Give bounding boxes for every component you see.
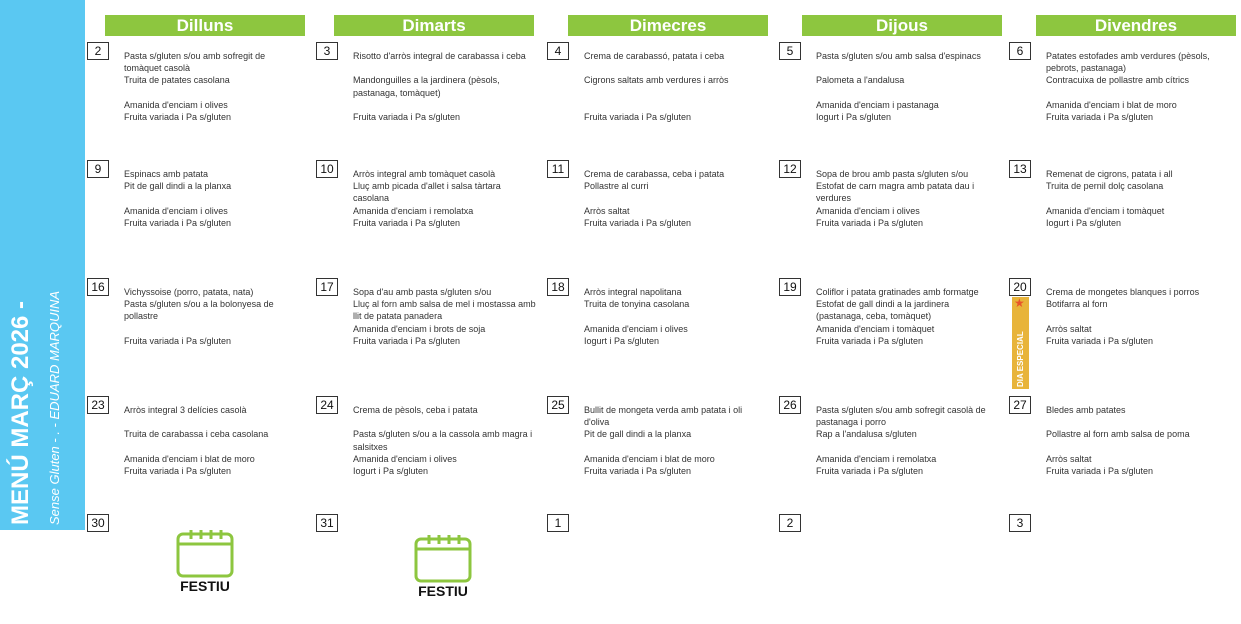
menu-items (353, 50, 543, 123)
menu-line: Fruita variada i Pa s/gluten (353, 335, 461, 346)
menu-line: tomàquet casolà (124, 63, 191, 74)
menu-line: Iogurt i Pa s/gluten (816, 111, 892, 122)
menu-line: Crema de mongetes blanques i porros (1046, 287, 1200, 297)
menu-items (124, 286, 314, 347)
day-number: 12 (779, 160, 801, 178)
menu-line: Amanida d'enciam i blat de moro (124, 453, 255, 464)
menu-line: Amanida d'enciam i olives (353, 453, 457, 464)
menu-line: d'oliva (584, 417, 610, 428)
menu-line: Sopa d'au amb pasta s/gluten s/ou (353, 287, 492, 297)
menu-line: Amanida d'enciam i pastanaga (816, 99, 939, 110)
menu-line: Bledes amb patates (1046, 405, 1126, 415)
menu-line: Amanida d'enciam i olives (124, 205, 228, 216)
day-cell (1009, 278, 1234, 388)
day-number: 13 (1009, 160, 1031, 178)
menu-line: Risotto d'arròs integral de carabassa i ceba (353, 51, 526, 61)
menu-line: Fruita variada i Pa s/gluten (816, 217, 924, 228)
day-number: 11 (547, 160, 569, 178)
menu-line: Crema de carabassó, patata i ceba (584, 51, 725, 61)
menu-line: Amanida d'enciam i remolatxa (816, 453, 937, 464)
menu-line: Palometa a l'andalusa (816, 75, 905, 86)
day-number: 2 (87, 42, 109, 60)
menu-line (353, 416, 543, 428)
menu-line: Coliflor i patata gratinades amb formatge (816, 287, 979, 297)
menu-line: Fruita variada i Pa s/gluten (584, 466, 692, 476)
day-number: 16 (87, 278, 109, 296)
day-number: 26 (779, 396, 801, 414)
menu-items (816, 404, 1006, 477)
menu-items (816, 50, 1006, 123)
day-cell (316, 160, 541, 270)
menu-items (1046, 168, 1236, 229)
special-day-label: DIA ESPECIAL (1016, 331, 1025, 387)
day-number: 10 (316, 160, 338, 178)
menu-line (584, 87, 774, 99)
menu-line: Fruita variada i Pa s/gluten (353, 217, 461, 228)
menu-line (353, 99, 543, 111)
menu-line: Truita de carabassa i ceba casolana (124, 429, 269, 440)
menu-line (584, 310, 774, 322)
menu-line: Mandonguilles a la jardinera (pèsols, (353, 75, 500, 86)
menu-line: casolana (353, 193, 390, 204)
menu-line: Pasta s/gluten s/ou amb salsa d'espinacs (816, 51, 981, 61)
day-cell (87, 278, 312, 388)
menu-line: Amanida d'enciam i olives (816, 205, 920, 216)
day-header-dimarts: Dimarts (334, 15, 534, 36)
day-cell (87, 396, 312, 506)
menu-line: Patates estofades amb verdures (pèsols, (1046, 51, 1210, 61)
day-number: 18 (547, 278, 569, 296)
menu-line: Sopa de brou amb pasta s/gluten s/ou (816, 169, 969, 179)
menu-line: Remenat de cigrons, patata i all (1046, 169, 1173, 179)
day-number: 6 (1009, 42, 1031, 60)
menu-line: Arròs integral amb tomàquet casolà (353, 169, 496, 179)
menu-line: Arròs integral 3 delícies casolà (124, 405, 247, 415)
menu-line: Fruita variada i Pa s/gluten (584, 217, 692, 228)
day-cell (547, 514, 772, 624)
menu-line (1046, 441, 1236, 453)
menu-line: Crema de carabassa, ceba i patata (584, 169, 725, 179)
menu-line: Truita de tonyina casolana (584, 299, 690, 310)
menu-line: Lluç al forn amb salsa de mel i mostassa amb (353, 299, 536, 310)
menu-line (353, 62, 543, 74)
holiday-label: FESTIU (180, 578, 230, 594)
menu-line: Fruita variada i Pa s/gluten (584, 111, 692, 122)
menu-line (124, 87, 314, 99)
menu-line: Amanida d'enciam i tomàquet (816, 323, 935, 334)
menu-line: pastanaga i porro (816, 417, 887, 428)
menu-items (124, 168, 314, 229)
menu-line: Arròs integral napolitana (584, 287, 682, 297)
menu-line (816, 441, 1006, 453)
menu-line (1046, 310, 1236, 322)
menu-line: Fruita variada i Pa s/gluten (1046, 465, 1154, 476)
day-header-dilluns: Dilluns (105, 15, 305, 36)
menu-line: Fruita variada i Pa s/gluten (816, 335, 924, 346)
menu-line (1046, 87, 1236, 99)
day-number: 1 (547, 514, 569, 532)
holiday-mark-31 (408, 533, 478, 611)
day-number: 4 (547, 42, 569, 60)
holiday-mark-30 (170, 528, 240, 606)
menu-line: Amanida d'enciam i remolatxa (353, 205, 474, 216)
menu-line (124, 441, 314, 453)
day-number: 30 (87, 514, 109, 532)
day-number: 24 (316, 396, 338, 414)
menu-line: Truita de patates casolana (124, 75, 230, 86)
menu-line: verdures (816, 193, 852, 204)
day-cell (87, 160, 312, 270)
menu-line (584, 192, 774, 204)
menu-items (353, 404, 543, 477)
day-header-divendres: Divendres (1036, 15, 1236, 36)
menu-line: Fruita variada i Pa s/gluten (353, 111, 461, 122)
menu-items (124, 50, 314, 123)
menu-items (124, 404, 314, 477)
day-cell (316, 42, 541, 152)
day-cell (547, 42, 772, 152)
menu-items (1046, 286, 1236, 347)
menu-line: Iogurt i Pa s/gluten (1046, 217, 1122, 228)
menu-line: Pit de gall dindi a la planxa (584, 429, 692, 440)
menu-line: Pasta s/gluten s/ou a la bolonyesa de (124, 299, 274, 310)
menu-line: Bullit de mongeta verda amb patata i oli (584, 405, 743, 415)
menu-line: Pasta s/gluten s/ou amb sofregit de (124, 51, 266, 61)
menu-line: Iogurt i Pa s/gluten (584, 335, 660, 346)
menu-line: Fruita variada i Pa s/gluten (124, 335, 232, 346)
menu-line: Amanida d'enciam i brots de soja (353, 323, 486, 334)
day-number: 27 (1009, 396, 1031, 414)
menu-line: Amanida d'enciam i tomàquet (1046, 205, 1165, 216)
day-number: 5 (779, 42, 801, 60)
menu-line: pebrots, pastanaga) (1046, 63, 1127, 74)
menu-items (584, 50, 774, 123)
day-number: 3 (1009, 514, 1031, 532)
menu-line: Fruita variada i Pa s/gluten (1046, 335, 1154, 346)
day-cell (547, 160, 772, 270)
menu-items (816, 286, 1006, 347)
day-cell (1009, 514, 1234, 624)
menu-line: Fruita variada i Pa s/gluten (124, 465, 232, 476)
special-day-badge (1012, 297, 1029, 389)
menu-line: Fruita variada i Pa s/gluten (1046, 112, 1154, 122)
day-cell (316, 278, 541, 388)
calendar-icon (413, 533, 473, 583)
menu-items (1046, 50, 1236, 123)
menu-line: (pastanaga, ceba, tomàquet) (816, 311, 932, 322)
day-cell (316, 396, 541, 506)
menu-title: MENÚ MARÇ 2026 - (7, 300, 34, 525)
day-header-dijous: Dijous (802, 15, 1002, 36)
menu-line: Iogurt i Pa s/gluten (353, 466, 429, 476)
menu-line: pollastre (124, 311, 159, 322)
menu-line (124, 192, 314, 204)
menu-items (353, 168, 543, 229)
day-number: 23 (87, 396, 109, 414)
menu-line: Amanida d'enciam i blat de moro (1046, 99, 1177, 110)
menu-line: llit de patata panadera (353, 311, 443, 322)
sidebar (0, 0, 85, 530)
menu-line: Pasta s/gluten s/ou amb sofregit casolà de (816, 405, 986, 415)
menu-items (584, 404, 774, 477)
day-cell (779, 514, 1004, 624)
menu-line (816, 62, 1006, 74)
day-number: 20 (1009, 278, 1031, 296)
menu-line: Rap a l'andalusa s/gluten (816, 429, 917, 440)
menu-line: Estofat de gall dindi a la jardinera (816, 299, 950, 310)
menu-line (584, 62, 774, 74)
menu-line: Vichyssoise (porro, patata, nata) (124, 287, 254, 297)
menu-line: Lluç amb picada d'allet i salsa tàrtara (353, 181, 501, 192)
menu-line: Amanida d'enciam i olives (584, 323, 688, 334)
menu-items (584, 286, 774, 347)
day-cell (87, 42, 312, 152)
menu-line: Fruita variada i Pa s/gluten (124, 112, 232, 122)
menu-line (816, 87, 1006, 99)
menu-line: Espinacs amb patata (124, 169, 209, 179)
menu-line: Crema de pèsols, ceba i patata (353, 405, 478, 415)
menu-line: Fruita variada i Pa s/gluten (124, 217, 232, 228)
day-cell (779, 396, 1004, 506)
day-number: 9 (87, 160, 109, 178)
menu-line: Amanida d'enciam i olives (124, 99, 228, 110)
day-number: 3 (316, 42, 338, 60)
menu-items (353, 286, 543, 347)
holiday-label: FESTIU (418, 583, 468, 599)
menu-line: salsitxes (353, 441, 388, 452)
day-number: 31 (316, 514, 338, 532)
star-icon: ★ (1014, 296, 1025, 310)
menu-items (1046, 404, 1236, 477)
menu-line: Estofat de carn magra amb patata dau i (816, 181, 975, 192)
menu-line: Arròs saltat (1046, 453, 1092, 464)
menu-line: pastanaga, tomàquet) (353, 87, 441, 98)
menu-line: Pit de gall dindi a la planxa (124, 181, 232, 192)
menu-line (584, 441, 774, 453)
menu-line (1046, 416, 1236, 428)
menu-line (124, 416, 314, 428)
day-number: 19 (779, 278, 801, 296)
menu-line: Truita de pernil dolç casolana (1046, 181, 1164, 192)
day-cell (779, 160, 1004, 270)
day-number: 17 (316, 278, 338, 296)
menu-line: Pasta s/gluten s/ou a la cassola amb magra i (353, 429, 533, 440)
menu-line: Botifarra al forn (1046, 299, 1108, 310)
day-cell (1009, 42, 1234, 152)
menu-line (1046, 192, 1236, 204)
menu-line: Fruita variada i Pa s/gluten (816, 466, 924, 476)
menu-items (584, 168, 774, 229)
menu-items (816, 168, 1006, 229)
menu-line: Arròs saltat (584, 205, 630, 216)
day-cell (1009, 396, 1234, 506)
day-header-dimecres: Dimecres (568, 15, 768, 36)
day-cell (1009, 160, 1234, 270)
day-number: 2 (779, 514, 801, 532)
menu-line: Pollastre al forn amb salsa de poma (1046, 429, 1190, 440)
day-cell (547, 396, 772, 506)
calendar-icon (175, 528, 235, 578)
menu-subtitle: Sense Gluten - . - EDUARD MARQUINA (47, 290, 62, 525)
day-cell (779, 278, 1004, 388)
menu-line: Contracuixa de pollastre amb cítrics (1046, 75, 1190, 86)
menu-line: Cigrons saltats amb verdures i arròs (584, 75, 729, 86)
menu-line: Amanida d'enciam i blat de moro (584, 453, 715, 464)
menu-line: Pollastre al curri (584, 181, 649, 192)
menu-line (124, 323, 314, 335)
menu-line: Arròs saltat (1046, 323, 1092, 334)
day-cell (779, 42, 1004, 152)
day-cell (547, 278, 772, 388)
day-number: 25 (547, 396, 569, 414)
menu-line (584, 99, 774, 111)
